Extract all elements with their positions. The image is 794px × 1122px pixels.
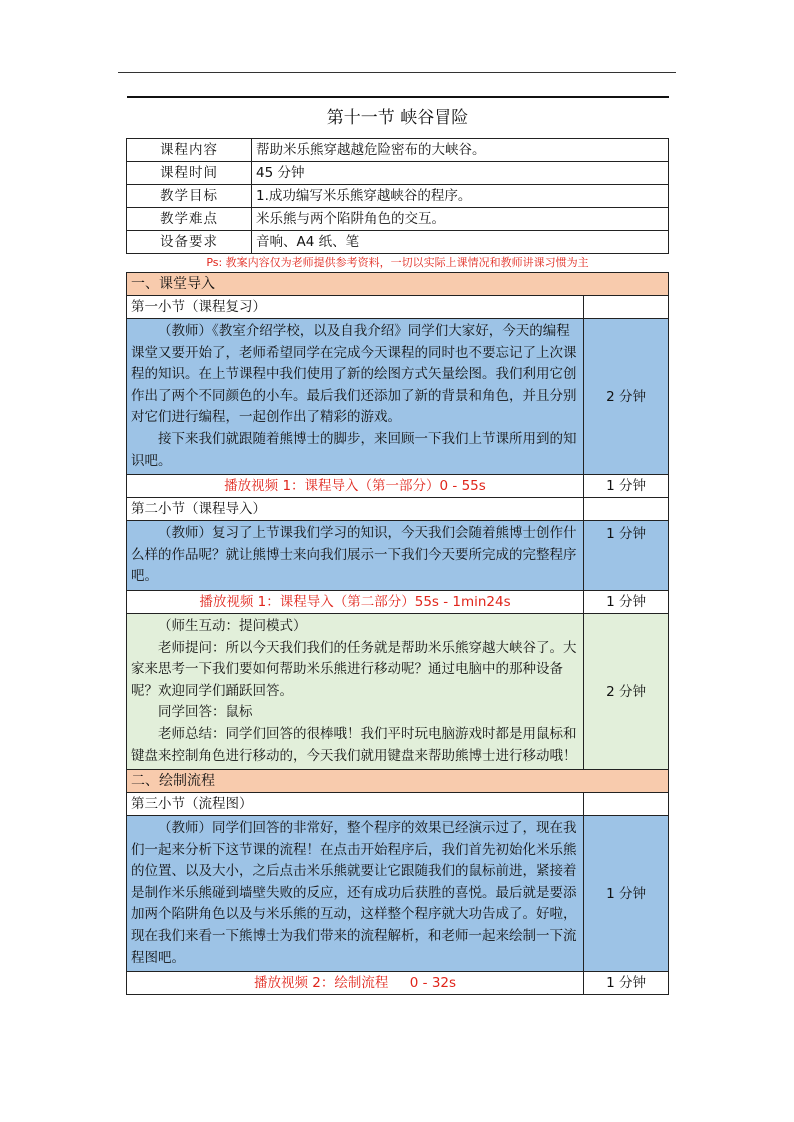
info-value: 1.成功编写米乐熊穿越峡谷的程序。 [252,185,669,208]
info-value: 帮助米乐熊穿越越危险密布的大峡谷。 [252,139,669,162]
subsection-heading: 第二小节（课程导入） [127,498,584,521]
interaction-script [127,613,584,769]
info-row [127,208,669,231]
info-label: 教学目标 [127,185,252,208]
duration: 1 分钟 [584,816,669,972]
paragraph: 同学回答：鼠标 [158,704,253,721]
paragraph: 老师提问：所以今天我们我们的任务就是帮助米乐熊穿越大峡谷了。大家来思考一下我们要如何帮助米乐熊进行移动呢？通过电脑中的那种设备呢？欢迎同学们踊跃回答。 [131,639,577,699]
duration: 2 分钟 [584,319,669,475]
lesson-plan [126,96,668,995]
lesson-table [126,96,669,995]
header-rule [118,72,676,73]
info-row [127,162,669,185]
paragraph: 接下来我们就跟随着熊博士的脚步，来回顾一下我们上节课所用到的知识吧。 [131,430,577,469]
paragraph: （教师）同学们回答的非常好，整个程序的效果已经演示过了，现在我们一起来分析下这节课的流程！在点击开始程序后，我们首先初始化米乐熊的位置、以及大小，之后点击米乐熊就要让它跟随我们的鼠标前进，紧接着是制作米乐熊碰到墙壁失败的反应，还有成功后获胜的喜悦。最后就是要添加两个陷阱角色以及与米乐熊的互动，这样整个程序就大功告成了。好啦，现在我们来看一下熊博士为我们带来的流程解析，和老师一起来绘制一下流程图吧。 [131,820,577,966]
info-value: 米乐熊与两个陷阱角色的交互。 [252,208,669,231]
info-label: 教学难点 [127,208,252,231]
video-cue: 播放视频 1：课程导入（第二部分）55s - 1min24s [127,590,584,613]
section-heading: 二、绘制流程 [127,770,669,793]
paragraph: （教师）《教室介绍学校，以及自我介绍》同学们大家好，今天的编程课堂又要开始了，老师希望同学在完成今天课程的同时也不要忘记了上次课程的知识。在上节课程中我们使用了新的绘图方式矢量绘图。我们利用它创作出了两个不同颜色的小车。最后我们还添加了新的背景和角色，并且分别对它们进行编程，一起创作出了精彩的游戏。 [131,323,577,426]
info-row [127,185,669,208]
video-cue: 播放视频 1：课程导入（第一部分）0 - 55s [127,475,584,498]
info-label: 课程时间 [127,162,252,185]
paragraph: 老师总结：同学们回答的很棒哦！我们平时玩电脑游戏时都是用鼠标和键盘来控制角色进行移动的，今天我们就用键盘来帮助熊博士进行移动哦！ [131,725,577,764]
teacher-script [127,319,584,475]
duration: 1 分钟 [584,590,669,613]
info-label: 设备要求 [127,231,252,254]
teacher-script [127,521,584,591]
duration: 1 分钟 [584,475,669,498]
info-row [127,231,669,254]
teacher-script [127,816,584,972]
info-row [127,139,669,162]
duration: 2 分钟 [584,613,669,769]
video-cue: 播放视频 2：绘制流程 0 - 32s [127,972,584,995]
duration: 1 分钟 [584,521,669,591]
info-label: 课程内容 [127,139,252,162]
ps-note: Ps: 教案内容仅为老师提供参考资料，一切以实际上课情况和教师讲课习惯为主 [127,254,669,273]
page-title: 第十一节 峡谷冒险 [127,97,669,139]
duration: 1 分钟 [584,972,669,995]
paragraph: （师生互动：提问模式） [158,617,307,634]
info-value: 音响、A4 纸、笔 [252,231,669,254]
info-value: 45 分钟 [252,162,669,185]
paragraph: （教师）复习了上节课我们学习的知识，今天我们会随着熊博士创作什么样的作品呢？就让熊博士来向我们展示一下我们今天要所完成的完整程序吧。 [131,525,577,585]
subsection-heading: 第三小节（流程图） [127,793,584,816]
subsection-heading: 第一小节（课程复习） [127,296,584,319]
section-heading: 一、课堂导入 [127,273,669,296]
